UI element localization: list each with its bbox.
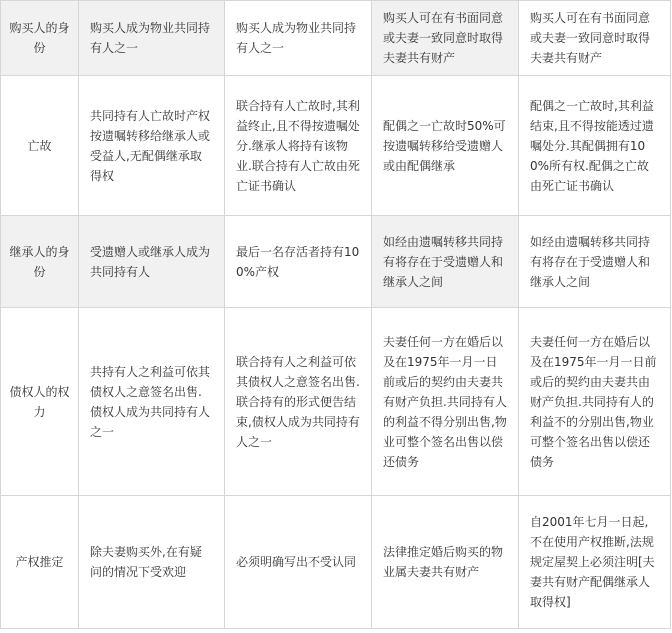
table-cell: 除夫妻购买外,在有疑问的情况下受欢迎 xyxy=(79,496,225,629)
table-row xyxy=(1,76,671,216)
row-header-death: 亡故 xyxy=(1,76,79,216)
row-header-creditor-rights: 债权人的权力 xyxy=(1,308,79,496)
table-cell: 法律推定婚后购买的物业属夫妻共有财产 xyxy=(372,496,519,629)
table-cell: 联合持有人之利益可依其债权人之意签名出售.联合持有的形式便告结束,债权人成为共同持有人之一 xyxy=(225,308,372,496)
table-cell: 共同持有人亡故时产权按遗嘱转移给继承人或受益人,无配偶继承取得权 xyxy=(79,76,225,216)
table-row xyxy=(1,496,671,629)
table-cell: 必须明确写出不受认同 xyxy=(225,496,372,629)
table-cell: 联合持有人亡故时,其利益终止,且不得按遗嘱处分.继承人将持有该物业.联合持有人亡故由死亡证书确认 xyxy=(225,76,372,216)
table-cell: 购买人成为物业共同持有人之一 xyxy=(79,1,225,76)
table-cell: 夫妻任何一方在婚后以及在1975年一月一日前或后的契约由夫妻共由财产负担.共同持有人的利益不的分别出售,物业可整个签名出售以偿还债务 xyxy=(519,308,671,496)
table-row xyxy=(1,216,671,308)
row-header-heir-identity: 继承人的身份 xyxy=(1,216,79,308)
row-header-title-presumption: 产权推定 xyxy=(1,496,79,629)
table-cell: 配偶之一亡故时,其利益结束,且不得按能透过遗嘱处分.其配偶拥有100%所有权.配偶之亡故由死亡证书确认 xyxy=(519,76,671,216)
table-cell: 购买人可在有书面同意或夫妻一致同意时取得夫妻共有财产 xyxy=(372,1,519,76)
table-cell: 购买人成为物业共同持有人之一 xyxy=(225,1,372,76)
table-cell: 购买人可在有书面同意或夫妻一致同意时取得夫妻共有财产 xyxy=(519,1,671,76)
table-cell: 如经由遗嘱转移共同持有将存在于受遗赠人和继承人之间 xyxy=(519,216,671,308)
table-cell: 夫妻任何一方在婚后以及在1975年一月一日前或后的契约由夫妻共有财产负担.共同持有人的利益不得分别出售,物业可整个签名出售以偿还债务 xyxy=(372,308,519,496)
row-header-buyer-identity: 购买人的身份 xyxy=(1,1,79,76)
table-row xyxy=(1,1,671,76)
table-cell: 受遗赠人或继承人成为共同持有人 xyxy=(79,216,225,308)
table-row xyxy=(1,308,671,496)
table-cell: 配偶之一亡故时50%可按遗嘱转移给受遗赠人或由配偶继承 xyxy=(372,76,519,216)
table-cell: 如经由遗嘱转移共同持有将存在于受遗赠人和继承人之间 xyxy=(372,216,519,308)
table-cell: 自2001年七月一日起,不在使用产权推断,法规规定屋契上必须注明[夫妻共有财产配偶继承人取得权] xyxy=(519,496,671,629)
table-cell: 最后一名存活者持有100%产权 xyxy=(225,216,372,308)
table-cell: 共持有人之利益可依其债权人之意签名出售.债权人成为共同持有人之一 xyxy=(79,308,225,496)
